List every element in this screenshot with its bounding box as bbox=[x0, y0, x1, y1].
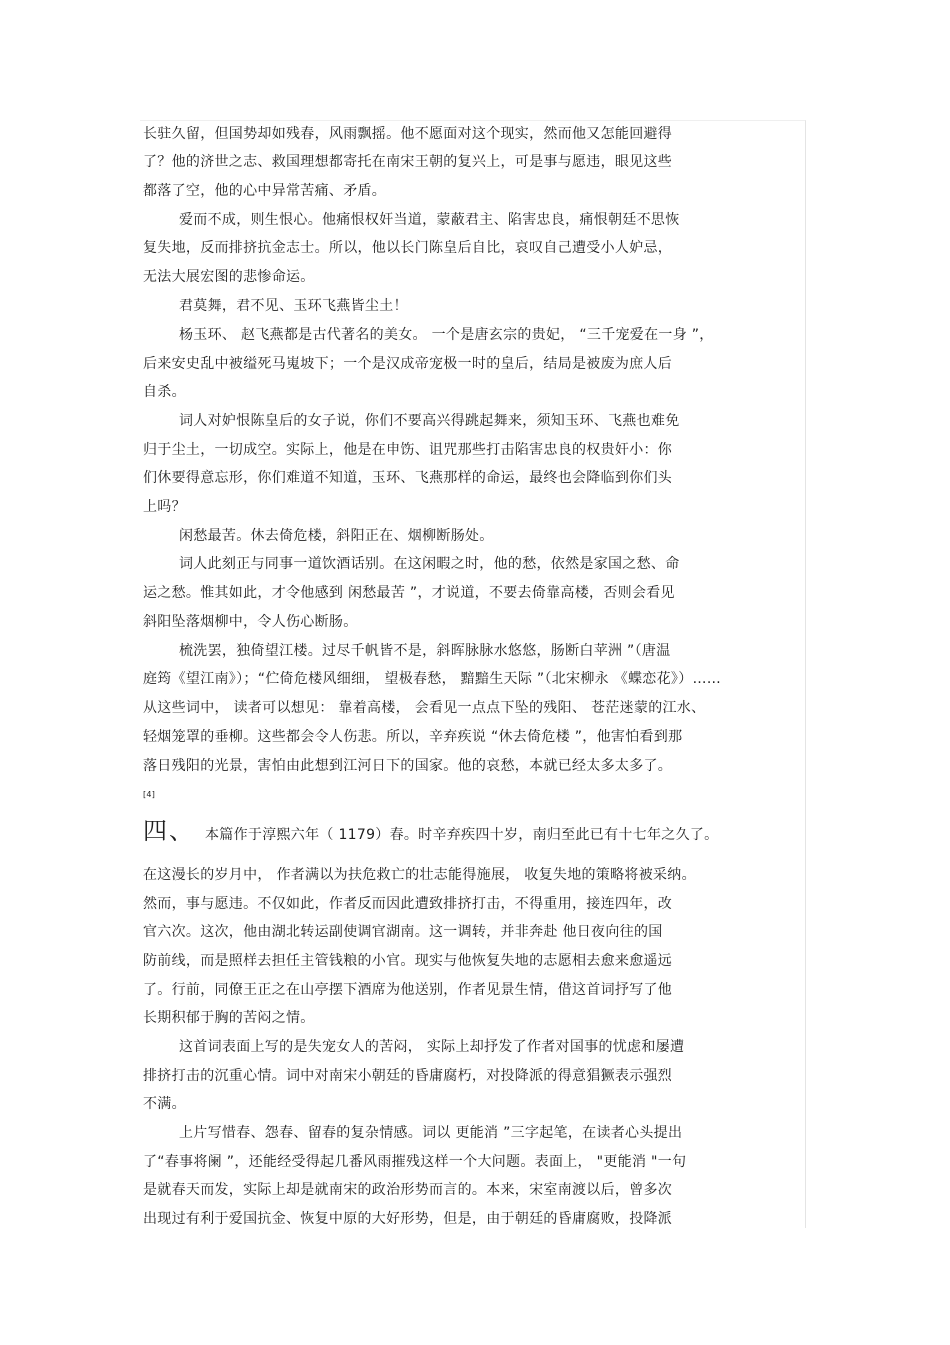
text-line: 出现过有利于爱国抗金、恢复中原的大好形势，但是，由于朝廷的昏庸腐败，投降派 bbox=[143, 1211, 673, 1227]
text-line: 了。行前，同僚王正之在山亭摆下酒席为他送别，作者见景生情，借这首词抒写了他 bbox=[143, 982, 673, 998]
text-line: 都落了空，他的心中异常苦痛、矛盾。 bbox=[143, 183, 387, 199]
text-line: 无法大展宏图的悲惨命运。 bbox=[143, 269, 315, 285]
text-line: 词人此刻正与同事一道饮酒话别。在这闲暇之时，他的愁，依然是家国之愁、命 bbox=[179, 556, 680, 572]
text-line: 复失地，反而排挤抗金志士。所以，他以长门陈皇后自比，哀叹自己遭受小人妒忌， bbox=[143, 240, 673, 256]
text-line: 了“春事将阑 ”，还能经受得起几番风雨摧残这样一个大问题。表面上， "更能消 "一句 bbox=[143, 1154, 687, 1170]
text-line: 后来安史乱中被缢死马嵬坡下；一个是汉成帝宠极一时的皇后，结局是被废为庶人后 bbox=[143, 356, 673, 372]
text-line: 然而，事与愿违。不仅如此，作者反而因此遭致排挤打击，不得重用，接连四年，改 bbox=[143, 896, 673, 912]
text-line: 爱而不成，则生恨心。他痛恨权奸当道，蒙蔽君主、陷害忠良，痛恨朝廷不思恢 bbox=[179, 212, 680, 228]
text-line: 在这漫长的岁月中， 作者满以为扶危救亡的壮志能得施展， 收复失地的策略将被采纳。 bbox=[143, 867, 696, 883]
text-line: 运之愁。惟其如此，才令他感到 闲愁最苦 ”，才说道，不要去倚靠高楼，否则会看见 bbox=[143, 585, 675, 601]
text-line: 斜阳坠落烟柳中，令人伤心断肠。 bbox=[143, 614, 358, 630]
text-line: 是就春天而发，实际上却是就南宋的政治形势而言的。本来，宋室南渡以后，曾多次 bbox=[143, 1182, 673, 1198]
text-line: 了？他的济世之志、救国理想都寄托在南宋王朝的复兴上，可是事与愿违，眼见这些 bbox=[143, 154, 673, 170]
text-line: 自杀。 bbox=[143, 384, 186, 400]
text-line: 不满。 bbox=[143, 1096, 186, 1112]
text-line: 梳洗罢，独倚望江楼。过尽千帆皆不是，斜晖脉脉水悠悠，肠断白苹洲 ”（唐温 bbox=[179, 643, 671, 659]
text-line: 这首词表面上写的是失宠女人的苦闷， 实际上却抒发了作者对国事的忧虑和屡遭 bbox=[179, 1039, 685, 1055]
text-line: 们休要得意忘形，你们难道不知道，玉环、飞燕那样的命运，最终也会降临到你们头 bbox=[143, 470, 673, 486]
text-line: 上吗？ bbox=[143, 499, 186, 515]
text-line: 杨玉环、 赵飞燕都是古代著名的美女。 一个是唐玄宗的贵妃， “三千宠爱在一身 ”， bbox=[179, 327, 714, 343]
text-line: 词人对妒恨陈皇后的女子说，你们不要高兴得跳起舞来，须知玉环、飞燕也难免 bbox=[179, 413, 680, 429]
text-line: 官六次。这次，他由湖北转运副使调官湖南。这一调转，并非奔赴 他日夜向往的国 bbox=[143, 924, 663, 940]
section-heading bbox=[143, 816, 718, 846]
text-line: 落日残阳的光景，害怕由此想到江河日下的国家。他的哀愁，本就已经太多太多了。 bbox=[143, 758, 673, 774]
text-line: 君莫舞，君不见、玉环飞燕皆尘土！ bbox=[179, 298, 408, 314]
reference-mark: [4] bbox=[143, 790, 156, 799]
section-first-line: 本篇作于淳熙六年（ 1179）春。时辛弃疾四十岁，南归至此已有十七年之久了。 bbox=[205, 827, 719, 843]
text-line: 长驻久留，但国势却如残春，风雨飘摇。他不愿面对这个现实，然而他又怎能回避得 bbox=[143, 126, 673, 142]
text-line: 从这些词中， 读者可以想见： 靠着高楼， 会看见一点点下坠的残阳、 苍茫迷蒙的江水、 bbox=[143, 700, 706, 716]
text-line: 轻烟笼罩的垂柳。这些都会令人伤悲。所以，辛弃疾说 “休去倚危楼 ”，他害怕看到那 bbox=[143, 729, 683, 745]
text-line: 排挤打击的沉重心情。词中对南宋小朝廷的昏庸腐朽，对投降派的得意猖獗表示强烈 bbox=[143, 1068, 673, 1084]
text-line: 上片写惜春、怨春、留春的复杂情感。词以 更能消 ”三字起笔，在读者心头提出 bbox=[179, 1125, 683, 1141]
section-number: 四、 bbox=[143, 817, 195, 845]
text-line: 归于尘土，一切成空。实际上，他是在申饬、诅咒那些打击陷害忠良的权贵奸小：你 bbox=[143, 442, 673, 458]
text-line: 防前线，而是照样去担任主管钱粮的小官。现实与他恢复失地的志愿相去愈来愈遥远 bbox=[143, 953, 673, 969]
text-line: 长期积郁于胸的苦闷之情。 bbox=[143, 1010, 315, 1026]
text-line: 庭筠《望江南》）；“伫倚危楼风细细， 望极春愁， 黯黯生天际 ”（北宋柳永 《蝶恋花》）…… bbox=[143, 671, 722, 687]
text-line: 闲愁最苦。休去倚危楼，斜阳正在、烟柳断肠处。 bbox=[179, 528, 494, 544]
